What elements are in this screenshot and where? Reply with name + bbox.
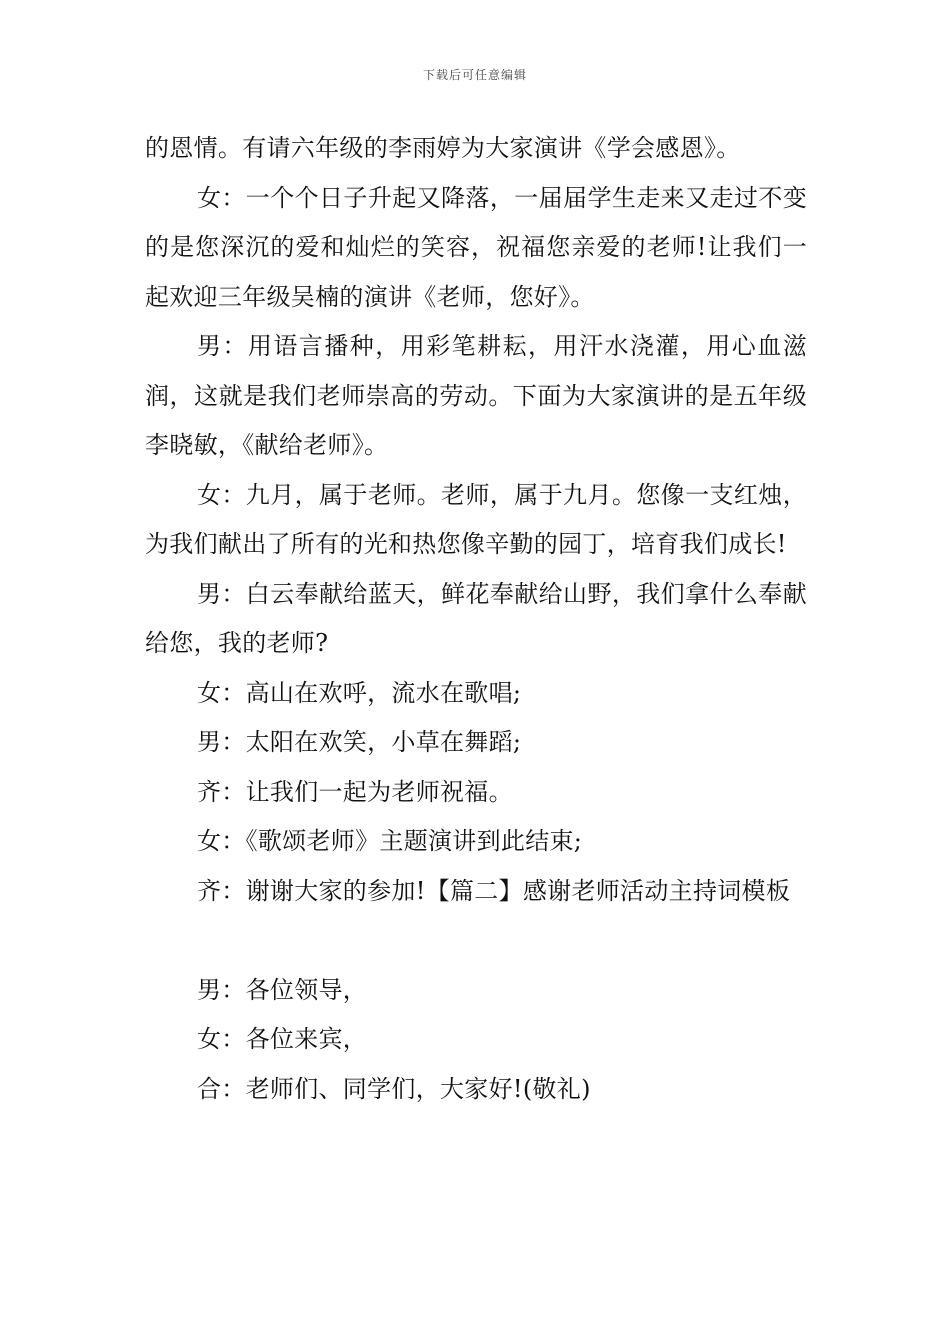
paragraph-female-3: 女：高山在欢呼，流水在歌唱; xyxy=(197,678,522,707)
blank-line xyxy=(145,916,807,966)
paragraph-male-3: 男：太阳在欢笑，小草在舞蹈; xyxy=(197,728,522,756)
paragraph-female-5: 女：各位来宾， xyxy=(197,1025,368,1053)
paragraph-female-4: 女：《歌颂老师》主题演讲到此结束; xyxy=(197,827,583,855)
paragraph-together-3: 合：老师们、同学们，大家好!(敬礼) xyxy=(197,1074,591,1103)
page-header: 下载后可任意编辑 xyxy=(422,68,527,82)
paragraph-together-1: 齐：让我们一起为老师祝福。 xyxy=(197,777,513,806)
paragraph-male-2: 男：白云奉献给蓝天，鲜花奉献给山野，我们拿什么奉献给您，我的老师? xyxy=(145,579,807,657)
paragraph-male-1: 男：用语言播种，用彩笔耕耘，用汗水浇灌，用心血滋润，这就是我们老师崇高的劳动。下面为大家演讲的是五年级李晓敏，《献给老师》。 xyxy=(145,332,807,459)
paragraph-female-1: 女：一个个日子升起又降落，一届届学生走来又走过不变的是您深沉的爱和灿烂的笑容，祝福您亲爱的老师!让我们一起欢迎三年级吴楠的演讲《老师，您好》。 xyxy=(145,183,807,311)
document-body xyxy=(145,124,807,1114)
paragraph-together-2: 齐：谢谢大家的参加!【篇二】感谢老师活动主持词模板 xyxy=(197,876,791,905)
paragraph-male-4: 男：各位领导， xyxy=(197,975,368,1004)
paragraph-female-2: 女：九月，属于老师。老师，属于九月。您像一支红烛，为我们献出了所有的光和热您像辛勤的园丁，培育我们成长! xyxy=(145,480,807,558)
paragraph-continuation: 的恩情。有请六年级的李雨婷为大家演讲《学会感恩》。 xyxy=(145,134,741,162)
